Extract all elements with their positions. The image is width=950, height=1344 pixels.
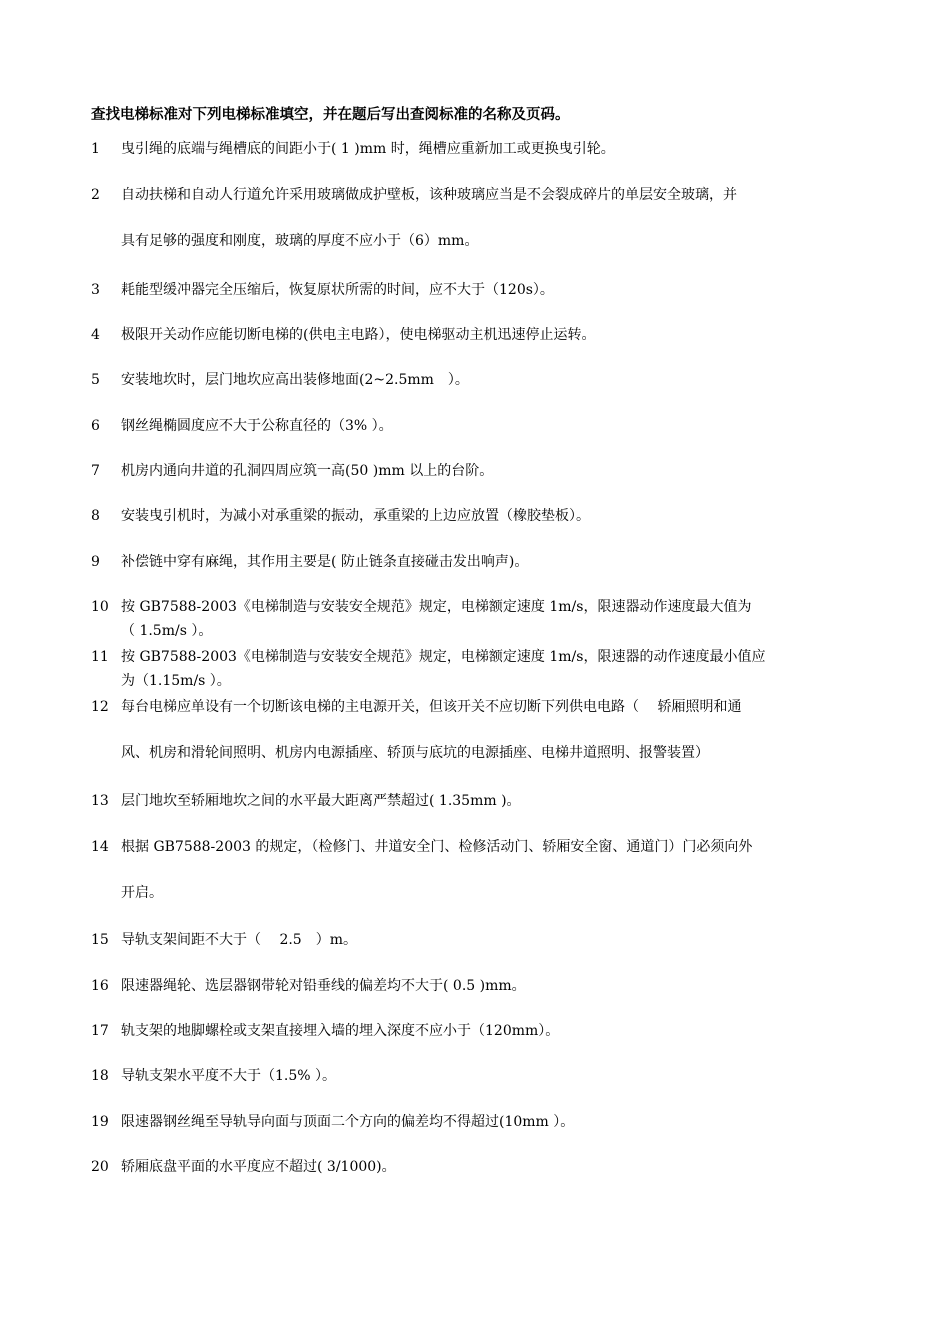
question-text: 导轨支架间距不大于（ 2.5 ）m。 [121,932,357,948]
question-text: 按 GB7588-2003《电梯制造与安装安全规范》规定，电梯额定速度 1m/s，限速器的动作速度最小值应 [121,649,766,665]
question-number: 13 [91,793,109,809]
question-number: 1 [91,141,100,157]
question-number: 5 [91,372,100,388]
question-text: 限速器绳轮、选层器钢带轮对铅垂线的偏差均不大于( 0.5 )mm。 [121,978,526,994]
question-number: 12 [91,699,109,715]
question-text: 轨支架的地脚螺栓或支架直接埋入墙的埋入深度不应小于（120mm）。 [121,1023,560,1039]
question-number: 2 [91,187,100,203]
question-text: 每台电梯应单设有一个切断该电梯的主电源开关，但该开关不应切断下列供电电路（ 轿厢照明和通 [121,699,742,715]
question-number: 19 [91,1114,109,1130]
question-text: 自动扶梯和自动人行道允许采用玻璃做成护壁板，该种玻璃应当是不会裂成碎片的单层安全玻璃，并 [121,187,737,203]
question-number: 4 [91,327,100,343]
question-text-continuation: （ 1.5m/s ）。 [121,623,213,639]
question-number: 17 [91,1023,109,1039]
question-text: 导轨支架水平度不大于（1.5% ）。 [121,1068,337,1084]
question-number: 3 [91,282,100,298]
question-number: 10 [91,599,109,615]
question-text-continuation: 风、机房和滑轮间照明、机房内电源插座、轿顶与底坑的电源插座、电梯井道照明、报警装置） [121,745,709,761]
question-text: 限速器钢丝绳至导轨导向面与顶面二个方向的偏差均不得超过(10mm ）。 [121,1114,575,1130]
question-text-continuation: 具有足够的强度和刚度，玻璃的厚度不应小于（6）mm。 [121,233,479,249]
question-text: 安装地坎时，层门地坎应高出装修地面(2~2.5mm ）。 [121,372,469,388]
question-number: 9 [91,554,100,570]
question-text-continuation: 开启。 [121,885,163,901]
question-number: 18 [91,1068,109,1084]
question-text: 安装曳引机时，为减小对承重梁的振动，承重梁的上边应放置（橡胶垫板）。 [121,508,590,524]
question-text: 补偿链中穿有麻绳，其作用主要是( 防止链条直接碰击发出响声)。 [121,554,529,570]
question-number: 7 [91,463,100,479]
question-text: 耗能型缓冲器完全压缩后，恢复原状所需的时间，应不大于（120s）。 [121,282,554,298]
document-title: 查找电梯标准对下列电梯标准填空，并在题后写出查阅标准的名称及页码。 [91,107,570,123]
question-number: 8 [91,508,100,524]
question-number: 15 [91,932,109,948]
question-number: 14 [91,839,109,855]
question-text-continuation: 为（1.15m/s ）。 [121,673,231,689]
question-number: 20 [91,1159,109,1175]
question-text: 根据 GB7588-2003 的规定，（检修门、井道安全门、检修活动门、轿厢安全窗、通道门）门必须向外 [121,839,753,855]
question-number: 6 [91,418,100,434]
question-number: 11 [91,649,109,665]
question-text: 按 GB7588-2003《电梯制造与安装安全规范》规定，电梯额定速度 1m/s，限速器动作速度最大值为 [121,599,752,615]
question-text: 极限开关动作应能切断电梯的(供电主电路），使电梯驱动主机迅速停止运转。 [121,327,596,343]
question-text: 层门地坎至轿厢地坎之间的水平最大距离严禁超过( 1.35mm )。 [121,793,521,809]
question-text: 机房内通向井道的孔洞四周应筑一高(50 )mm 以上的台阶。 [121,463,494,479]
question-text: 曳引绳的底端与绳槽底的间距小于( 1 )mm 时，绳槽应重新加工或更换曳引轮。 [121,141,615,157]
question-number: 16 [91,978,109,994]
question-text: 钢丝绳椭圆度应不大于公称直径的（3% ）。 [121,418,393,434]
question-text: 轿厢底盘平面的水平度应不超过( 3/1000)。 [121,1159,396,1175]
